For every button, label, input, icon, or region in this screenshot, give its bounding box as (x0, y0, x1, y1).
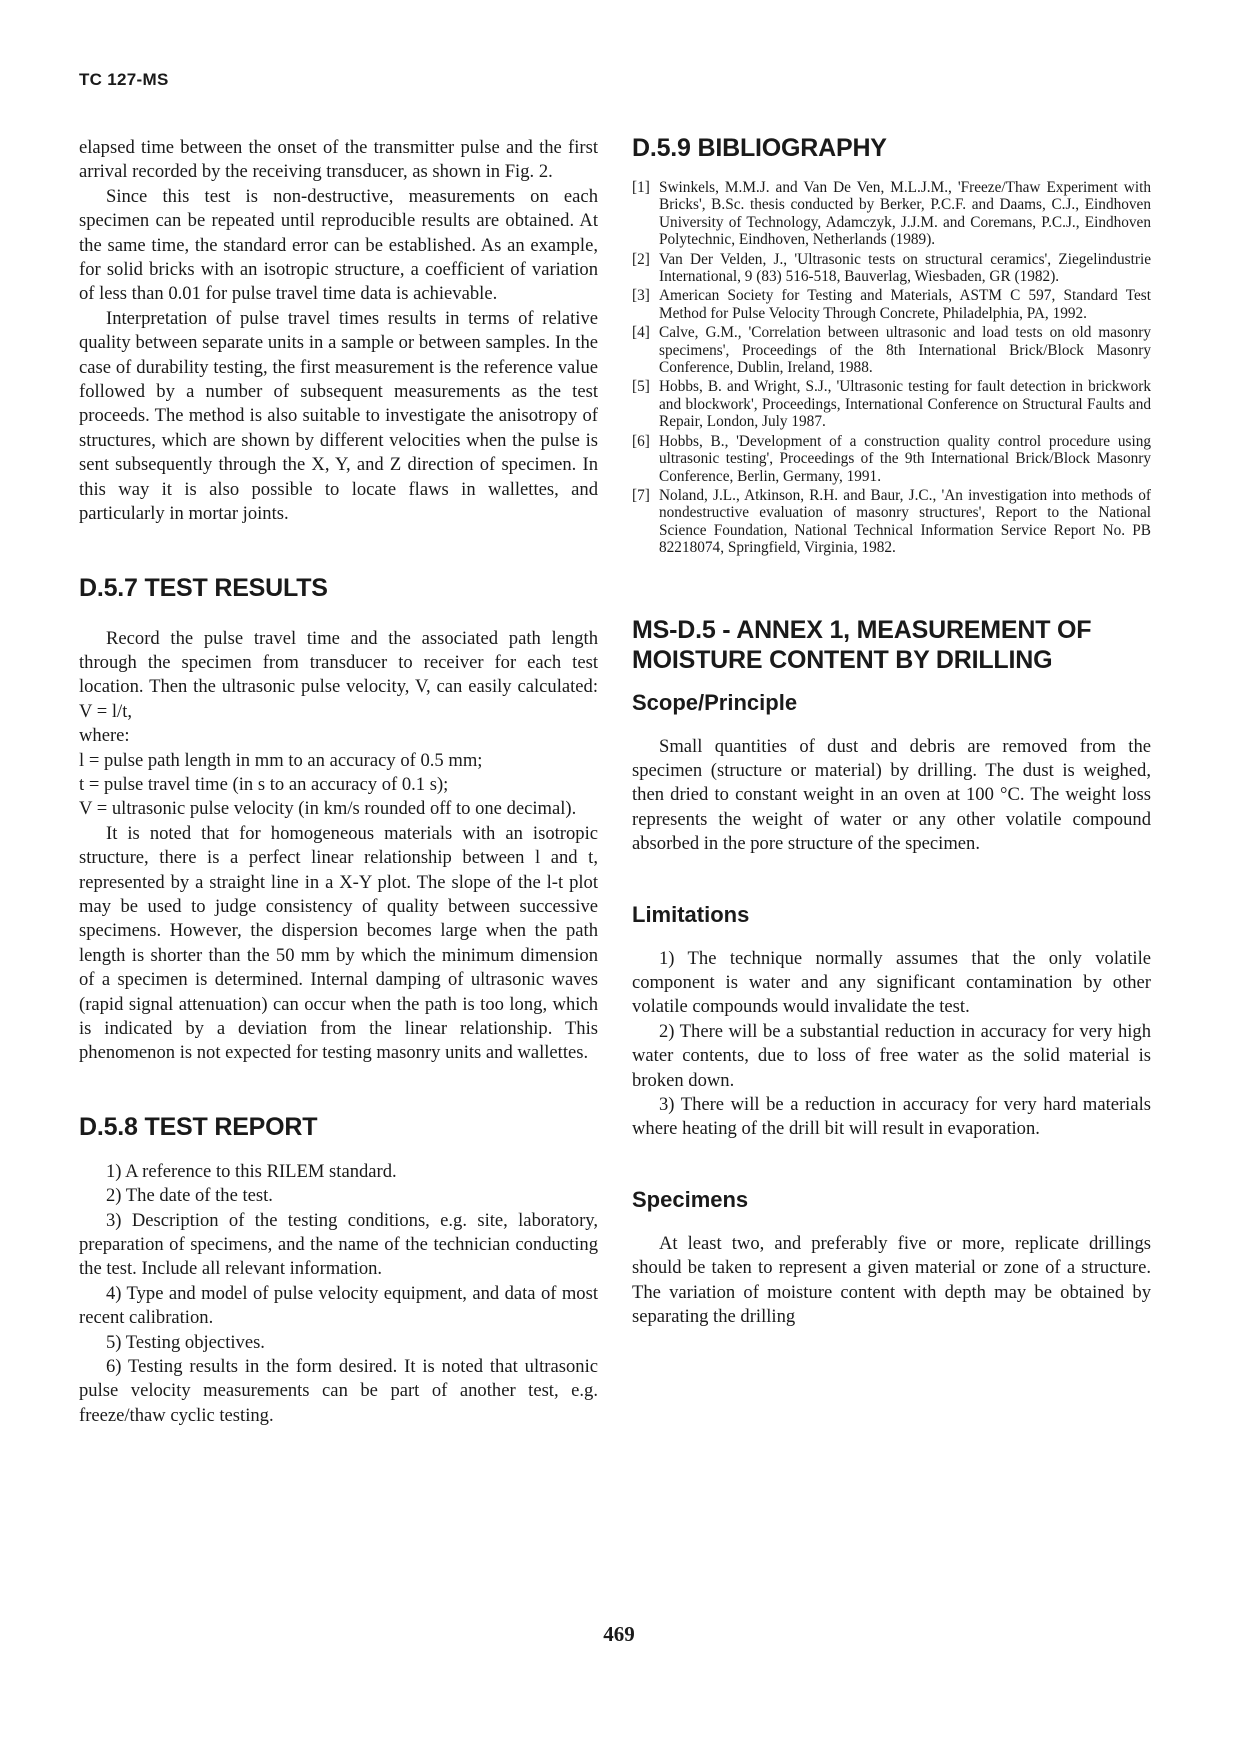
report-item: 6) Testing results in the form desired. It is noted that ultrasonic pulse velocity measurements can be part of another test, e.g. freeze/thaw cyclic testing. (79, 1356, 598, 1426)
report-item: 5) Testing objectives. (106, 1331, 265, 1353)
left-column (79, 136, 598, 1428)
annex-title: MS-D.5 - ANNEX 1, MEASUREMENT OF MOISTURE CONTENT BY DRILLING (632, 615, 1092, 674)
page-number: 469 (603, 1622, 635, 1646)
report-item: 3) Description of the testing conditions, e.g. site, laboratory, preparation of specimens, and the name of the technician conducting the test. Include all relevant information. (79, 1209, 598, 1280)
body-paragraph: Since this test is non-destructive, measurements on each specimen can be repeated until reproducible results are obtained. At the same time, the standard error can be established. As an example, for solid bricks with an isotropic structure, a coefficient of variation of less than 0.01 for pulse travel time data is achievable. (79, 185, 598, 305)
limitation-item: 2) There will be a substantial reduction in accuracy for very high water contents, due to loss of free water as the solid material is broken down. (632, 1020, 1151, 1091)
reference-number: [2] (632, 250, 650, 268)
right-column (632, 133, 1151, 1329)
limitation-item: 1) The technique normally assumes that the only volatile component is water and any significant contamination by other volatile compounds would invalidate the test. (632, 947, 1151, 1018)
reference-text: Van Der Velden, J., 'Ultrasonic tests on structural ceramics', Ziegelindustrie International, 9 (83) 516-518, Bauverlag, Wiesbaden, GR (1982). (659, 250, 1151, 286)
limitations-list (632, 947, 1151, 1142)
report-item: 1) A reference to this RILEM standard. (106, 1160, 397, 1182)
reference-text: Hobbs, B., 'Development of a construction quality control procedure using ultrasonic testing', Proceedings of the 9th International Brick/Block Masonry Conference, Berlin, Germany, 1991. (659, 432, 1151, 485)
body-paragraph: Interpretation of pulse travel times results in terms of relative quality between separate units in a sample or between samples. In the case of durability testing, the first measurement is the reference value followed by a number of subsequent measurements as the test proceeds. The method is also suitable to investigate the anisotropy of structures, which are shown by different velocities when the pulse is sent subsequently through the X, Y, and Z direction of specimen. In this way it is also possible to locate flaws in wallettes, and particularly in mortar joints. (79, 307, 598, 525)
subheading-scope: Scope/Principle (632, 689, 798, 715)
subheading-specimens: Specimens (632, 1186, 749, 1212)
reference-text: American Society for Testing and Materials, ASTM C 597, Standard Test Method for Pulse Velocity Through Concrete, Philadelphia, PA, 1992. (659, 287, 1151, 322)
bibliography-entry (632, 287, 1151, 322)
reference-text: Calve, G.M., 'Correlation between ultrasonic and load tests on old masonry specimens', Proceedings of the 8th International Brick/Block Masonry Conference, Dublin, Ireland, 1988. (659, 324, 1151, 377)
section-heading-test-results: D.5.7 TEST RESULTS (79, 573, 328, 602)
reference-text: Swinkels, M.M.J. and Van De Ven, M.L.J.M., 'Freeze/Thaw Experiment with Bricks', B.Sc. thesis conducted by Berker, P.C.F. and Daams, C.J., Eindhoven University of Technology, Adamczyk, J.J.M. and Coremans, P.C.J., Eindhoven Polytechnic, Eindhoven, Netherlands (1989). (659, 179, 1151, 249)
reference-text: Hobbs, B. and Wright, S.J., 'Ultrasonic testing for fault detection in brickwork and blockwork', Proceedings, International Conference on Structural Faults and Repair, London, July 1987. (659, 378, 1151, 431)
report-item: 4) Type and model of pulse velocity equipment, and data of most recent calibration. (79, 1282, 598, 1329)
body-paragraph: Small quantities of dust and debris are removed from the specimen (structure or material) by drilling. The dust is weighed, then dried to constant weight in an oven at 100 °C. The weight loss represents the weight of water or any other volatile compound absorbed in the pore structure of the specimen. (632, 735, 1151, 855)
bibliography-entry (632, 378, 1151, 430)
document-code-header: TC 127-MS (79, 70, 169, 89)
bibliography-entry (632, 487, 1151, 557)
body-paragraph: Record the pulse travel time and the associated path length through the specimen from transducer to receiver for each test location. Then the ultrasonic pulse velocity, V, can easily calculated: V = l/t, (79, 627, 598, 722)
limitation-item: 3) There will be a reduction in accuracy for very hard materials where heating of the drill bit will result in evaporation. (632, 1094, 1151, 1140)
bibliography-entry (632, 179, 1151, 249)
body-paragraph: At least two, and preferably five or more, replicate drillings should be taken to represent a given material or zone of a structure. The variation of moisture content with depth may be obtained by separating the drilling (632, 1232, 1151, 1328)
subheading-limitations: Limitations (632, 901, 750, 927)
report-item-list (79, 1160, 598, 1428)
body-paragraph: It is noted that for homogeneous materials with an isotropic structure, there is a perfect linear relationship between l and t, represented by a straight line in a X-Y plot. The slope of the l-t plot may be used to judge consistency of quality between successive specimens. However, the dispersion becomes large when the path length is shorter than the 50 mm by which the minimum dimension of a specimen is determined. Internal damping of ultrasonic waves (rapid signal attenuation) can occur when the path is too long, which is indicated by a deviation from the linear relationship. This phenomenon is not expected for testing masonry units and wallettes. (79, 822, 598, 1064)
reference-number: [3] (632, 287, 650, 305)
reference-number: [6] (632, 432, 650, 450)
reference-number: [4] (632, 324, 650, 342)
reference-text: Noland, J.L., Atkinson, R.H. and Baur, J.C., 'An investigation into methods of nondestructive evaluation of masonry structures', Report to the National Science Foundation, National Technical Information Service Report No. PB 82218074, Springfield, Virginia, 1982. (659, 486, 1151, 557)
section-heading-test-report: D.5.8 TEST REPORT (79, 1112, 318, 1141)
bibliography-list (632, 179, 1151, 557)
body-paragraph: elapsed time between the onset of the transmitter pulse and the first arrival recorded by the receiving transducer, as shown in Fig. 2. (79, 137, 598, 183)
bibliography-entry (632, 324, 1151, 376)
reference-number: [1] (632, 179, 650, 196)
bibliography-entry (632, 251, 1151, 286)
section-heading-bibliography: D.5.9 BIBLIOGRAPHY (632, 134, 887, 162)
report-item: 2) The date of the test. (106, 1185, 273, 1207)
variable-definitions: where: l = pulse path length in mm to an accuracy of 0.5 mm; t = pulse travel time (in s to an accuracy of 0.1 s); V = ultrasonic pulse velocity (in km/s rounded off to one decimal). (79, 725, 577, 820)
bibliography-entry (632, 433, 1151, 485)
reference-number: [5] (632, 378, 650, 396)
reference-number: [7] (632, 486, 650, 504)
